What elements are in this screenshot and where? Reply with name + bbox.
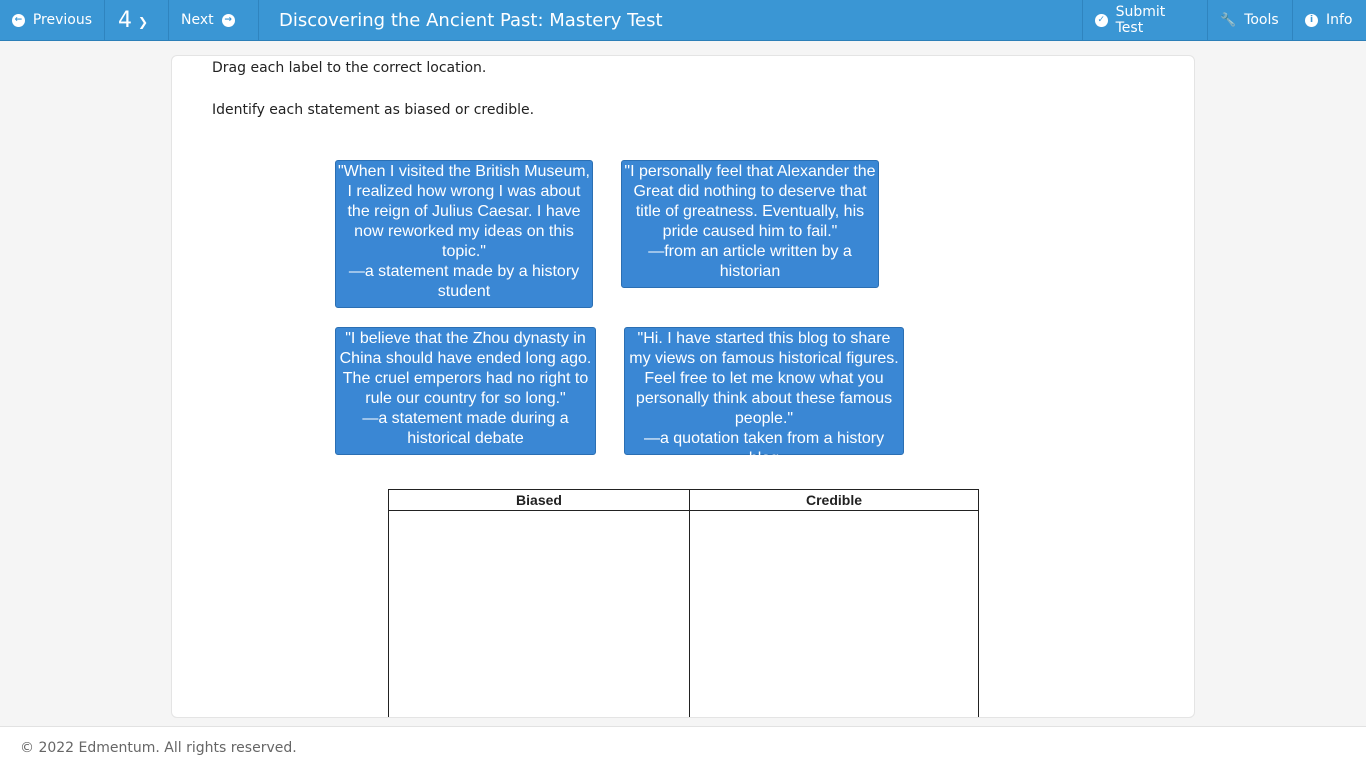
previous-button[interactable] bbox=[0, 0, 105, 40]
arrow-left-circle-icon: ← bbox=[12, 14, 25, 27]
previous-label: Previous bbox=[32, 12, 92, 28]
biased-column bbox=[389, 490, 690, 718]
next-button[interactable] bbox=[169, 0, 259, 40]
biased-header: Biased bbox=[389, 490, 689, 511]
draggable-label-history-blog[interactable]: "Hi. I have started this blog to share my views on famous historical figures. Feel free to let me know what you personally think about these famous people." —a quotation taken from a history blog bbox=[624, 327, 904, 455]
draggable-label-historian-article[interactable]: "I personally feel that Alexander the Great did nothing to deserve that title of greatness. Eventually, his pride caused him to fail." —from an article written by a historian bbox=[621, 160, 879, 288]
check-circle-icon: ✓ bbox=[1095, 14, 1108, 27]
drop-table bbox=[388, 489, 979, 718]
chevron-down-icon: ❯ bbox=[138, 15, 149, 29]
submit-test-button[interactable] bbox=[1082, 0, 1207, 40]
draggable-label-historical-debate[interactable]: "I believe that the Zhou dynasty in China should have ended long ago. The cruel emperors had no right to rule our country for so long." —a statement made during a historical debate bbox=[335, 327, 596, 455]
question-card bbox=[171, 55, 1195, 718]
next-label: Next bbox=[181, 12, 214, 28]
info-button[interactable] bbox=[1292, 0, 1366, 40]
copyright-text: © 2022 Edmentum. All rights reserved. bbox=[20, 740, 297, 756]
page-title: Discovering the Ancient Past: Mastery Test bbox=[279, 9, 663, 31]
footer bbox=[0, 726, 1366, 768]
credible-drop-zone[interactable] bbox=[690, 511, 978, 718]
info-label: Info bbox=[1326, 12, 1353, 28]
credible-header: Credible bbox=[690, 490, 978, 511]
biased-drop-zone[interactable] bbox=[389, 511, 689, 718]
draggable-label-history-student[interactable]: "When I visited the British Museum, I realized how wrong I was about the reign of Julius Caesar. I have now reworked my ideas on this topic." —a statement made by a history student bbox=[335, 160, 593, 308]
tools-label: Tools bbox=[1244, 12, 1279, 28]
wrench-icon: 🔧 bbox=[1220, 12, 1237, 28]
submit-label: Submit Test bbox=[1115, 4, 1166, 36]
top-toolbar bbox=[0, 0, 1366, 41]
info-circle-icon: i bbox=[1305, 14, 1318, 27]
credible-column bbox=[690, 490, 978, 718]
instruction-identify: Identify each statement as biased or credible. bbox=[212, 102, 535, 118]
instruction-drag: Drag each label to the correct location. bbox=[212, 60, 487, 76]
question-number-dropdown[interactable] bbox=[105, 0, 169, 40]
arrow-right-circle-icon: → bbox=[222, 14, 235, 27]
question-number: 4 bbox=[118, 7, 132, 33]
tools-button[interactable] bbox=[1207, 0, 1292, 40]
